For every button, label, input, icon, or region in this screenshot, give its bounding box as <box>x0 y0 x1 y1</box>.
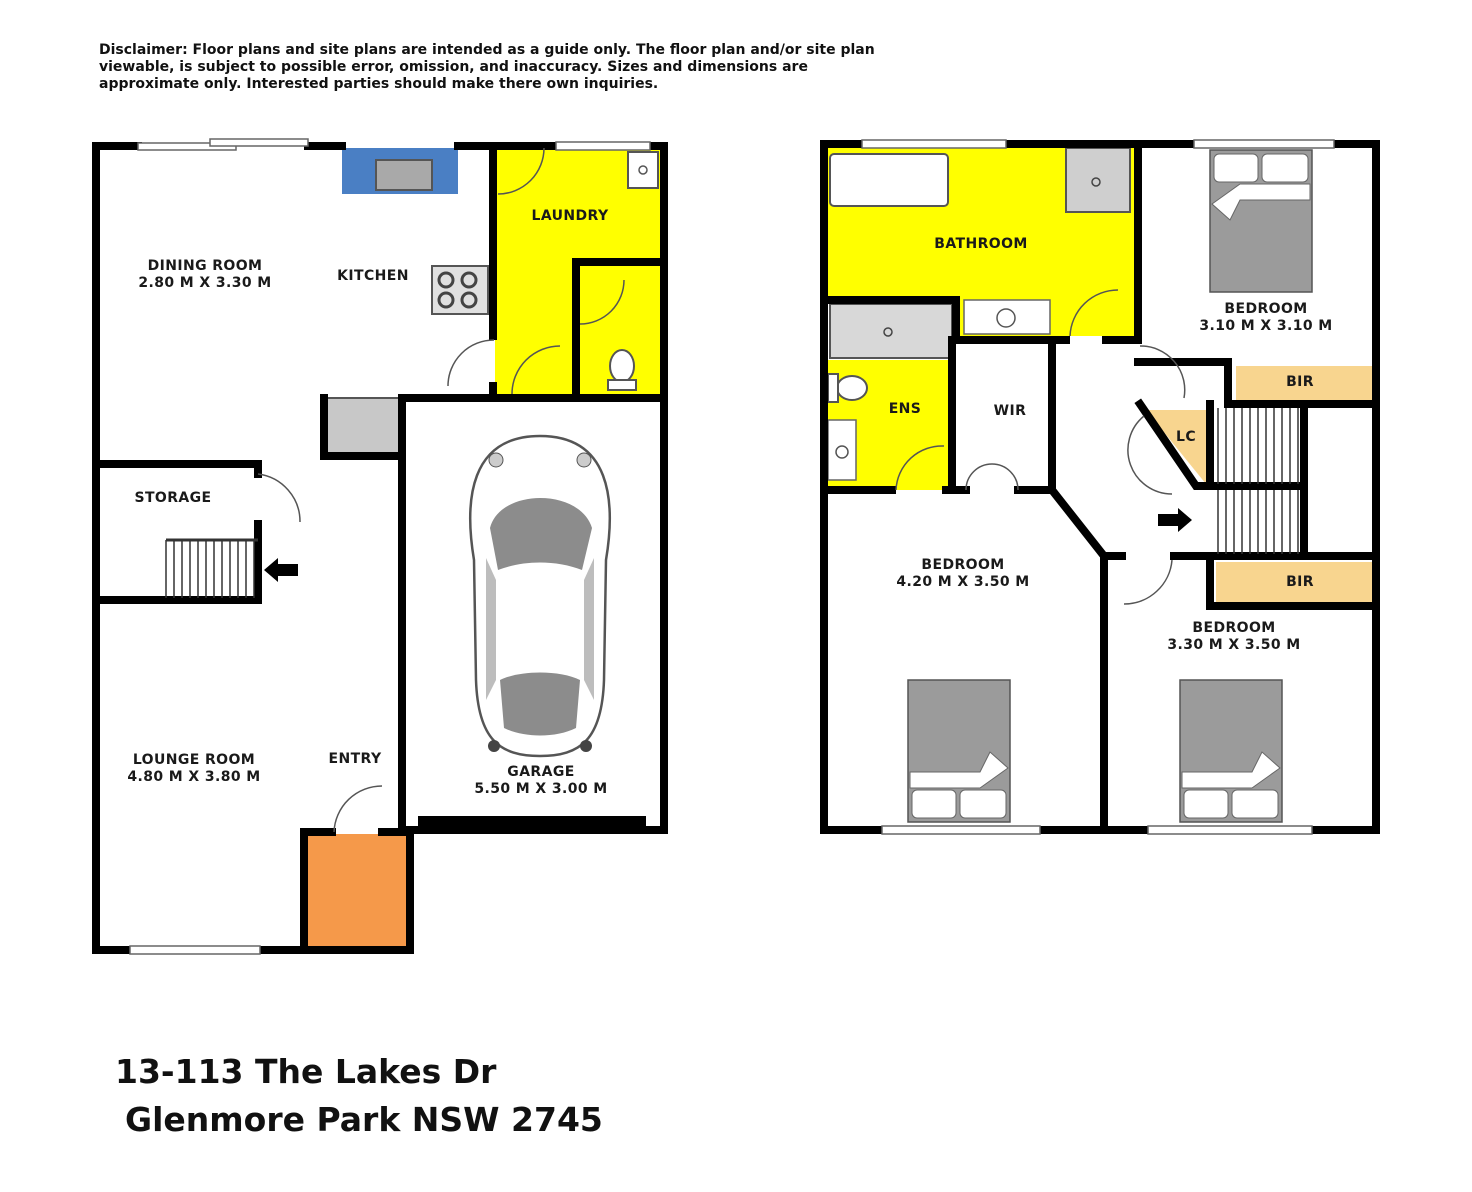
kitchen-label: KITCHEN <box>337 268 409 284</box>
bedroom-top-right-size: 3.10 M X 3.10 M <box>1199 318 1333 334</box>
storage-label: STORAGE <box>134 490 212 506</box>
bed-left-icon <box>908 680 1010 822</box>
ground-stairs-icon <box>166 540 258 598</box>
bedroom-top-right-label: BEDROOM <box>1224 301 1308 317</box>
bed-top-right-icon <box>1210 150 1312 292</box>
bedroom-left-label: BEDROOM <box>921 557 1005 573</box>
lounge-room-size: 4.80 M X 3.80 M <box>127 769 261 785</box>
bed-bottom-right-icon <box>1180 680 1282 822</box>
entry-porch <box>306 834 410 946</box>
stove-icon <box>432 266 488 314</box>
ensuite-shower-icon <box>830 304 952 358</box>
bir-bottom-label: BIR <box>1286 574 1314 590</box>
address-line-2: Glenmore Park NSW 2745 <box>125 1100 603 1139</box>
lounge-room-label: LOUNGE ROOM <box>132 752 256 768</box>
bathroom-label: BATHROOM <box>934 236 1028 252</box>
kitchen-sink-icon <box>376 160 432 190</box>
dining-room-size: 2.80 M X 3.30 M <box>138 275 272 291</box>
first-stairs-icon <box>1218 408 1298 554</box>
laundry-tub-icon <box>628 152 658 188</box>
garage-door <box>418 816 646 830</box>
car-icon <box>470 436 610 756</box>
disclaimer-text: Disclaimer: Floor plans and site plans are intended as a guide only. The floor plan and/or site plan viewable, is subject to possible error, omission, and inaccuracy. Sizes and dimensions are approximate only. Interested parties should make there own inquiries. <box>99 42 875 92</box>
address-line-1: 13-113 The Lakes Dr <box>115 1052 497 1091</box>
shower-icon <box>1066 148 1130 212</box>
lc-label: LC <box>1176 429 1196 445</box>
ens-label: ENS <box>888 401 922 417</box>
first-stairs-arrow-icon <box>1158 508 1192 532</box>
fridge-space-icon <box>324 398 400 456</box>
toilet-icon <box>608 350 636 390</box>
entry-label: ENTRY <box>328 751 382 767</box>
garage-label: GARAGE <box>507 764 575 780</box>
bedroom-bottom-right-label: BEDROOM <box>1192 620 1276 636</box>
bedroom-bottom-right-size: 3.30 M X 3.50 M <box>1167 637 1301 653</box>
bedroom-left-size: 4.20 M X 3.50 M <box>896 574 1030 590</box>
ground-floor <box>96 139 664 954</box>
laundry-label: LAUNDRY <box>531 208 609 224</box>
wir-label: WIR <box>993 403 1027 419</box>
ensuite-vanity-icon <box>828 420 856 480</box>
bathtub-icon <box>830 154 948 206</box>
first-floor <box>824 140 1376 834</box>
stairs-direction-arrow-icon <box>264 558 298 582</box>
ensuite-toilet-icon <box>828 374 867 402</box>
vanity-icon <box>964 300 1050 334</box>
garage-size: 5.50 M X 3.00 M <box>474 781 608 797</box>
bir-top-label: BIR <box>1286 374 1314 390</box>
dining-room-label: DINING ROOM <box>147 258 263 274</box>
